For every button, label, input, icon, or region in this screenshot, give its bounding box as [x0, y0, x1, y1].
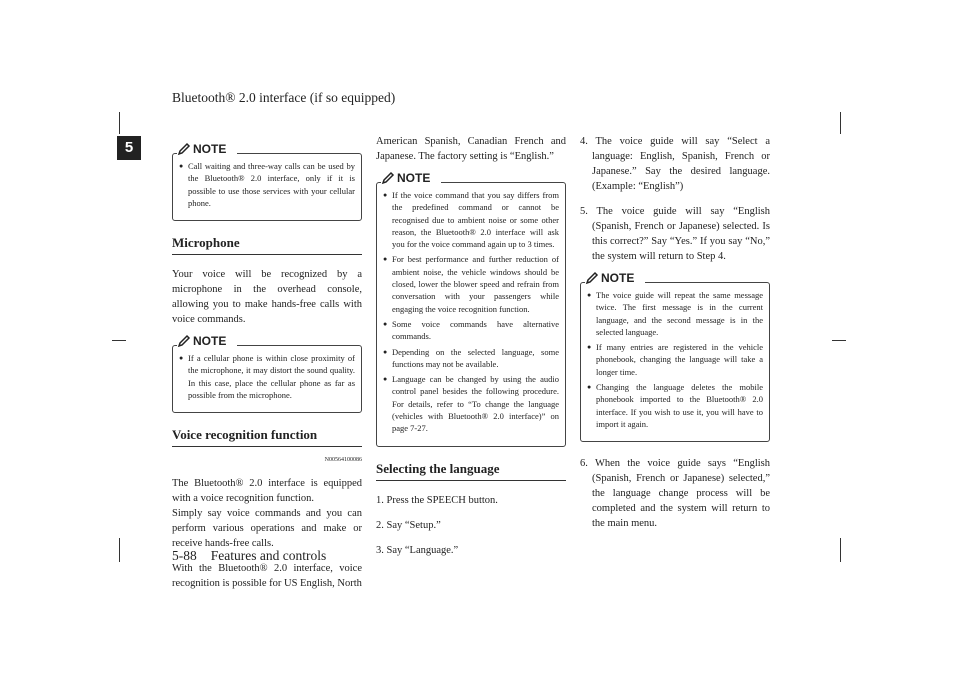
- crop-mark: [112, 340, 126, 341]
- note-header: [585, 271, 645, 285]
- paragraph: Your voice will be recognized by a microphone in the overhead console, allowing you to make hands-free calls with voice commands.: [172, 269, 362, 326]
- note-item: ● Call waiting and three-way calls can be used by the Bluetooth® 2.0 interface, only if it is possible to use those services with your cellular phone.: [179, 160, 355, 209]
- note-item: ● Some voice commands have alternative commands.: [383, 318, 559, 343]
- note-item: ● Depending on the selected language, some functions may not be available.: [383, 346, 559, 371]
- note-header: [177, 142, 237, 156]
- note-item: ● If many entries are registered in the vehicle phonebook, changing the language will take a longer time.: [587, 341, 763, 378]
- paragraph: [172, 476, 362, 551]
- note-item: ● If a cellular phone is within close proximity of the microphone, it may distort the sound quality. In this case, place the cellular phone as far as possible from the microphone.: [179, 352, 355, 401]
- crop-mark: [119, 112, 120, 134]
- note-label: NOTE: [193, 334, 227, 349]
- page-number: 5-88: [172, 548, 197, 563]
- step-item: 5. The voice guide will say “English (Spanish, French or Japanese) selected. Is this correct?” Say “Yes.” If you say “No,” the system will return to Step 4.: [580, 206, 770, 262]
- note-box: [580, 270, 770, 442]
- page-header: Bluetooth® 2.0 interface (if so equipped): [172, 90, 396, 105]
- note-box: [172, 334, 362, 413]
- step-item: 1. Press the SPEECH button.: [376, 494, 498, 506]
- note-item: ● Language can be changed by using the audio control panel besides the following procedure. For details, refer to “To change the language (vehicles with Bluetooth® 2.0 interface)” on page 7-27.: [383, 373, 559, 434]
- pencil-icon: [381, 171, 395, 185]
- step-item: 3. Say “Language.”: [376, 544, 459, 556]
- section-heading: Voice recognition function: [172, 427, 362, 447]
- note-label: NOTE: [193, 141, 227, 156]
- column-3: [580, 134, 770, 541]
- footer-section: Features and controls: [210, 548, 327, 563]
- crop-mark: [840, 538, 841, 562]
- column-2: [376, 134, 566, 568]
- paragraph: With the Bluetooth® 2.0 interface, voice recognition is possible for US English, North: [172, 563, 362, 590]
- pencil-icon: [177, 142, 191, 156]
- paragraph-text: The Bluetooth® 2.0 interface is equipped with a voice recognition function.: [172, 478, 362, 505]
- note-box: [376, 170, 566, 447]
- crop-mark: [840, 112, 841, 134]
- section-heading: Microphone: [172, 235, 362, 255]
- note-label: NOTE: [601, 270, 635, 285]
- note-box: [172, 141, 362, 221]
- note-header: [381, 171, 441, 185]
- note-item: ● Changing the language deletes the mobile phonebook imported to the Bluetooth® 2.0 interface. If you wish to use it, you will have to import it again.: [587, 381, 763, 430]
- note-header: [177, 334, 237, 348]
- note-item: ● If the voice command that you say differs from the predefined command or cannot be recognised due to ambient noise or some other reason, the Bluetooth® 2.0 interface will ask you for the voice command again up to 3 times.: [383, 189, 559, 250]
- crop-mark: [832, 340, 846, 341]
- step-item: 6. When the voice guide says “English (Spanish, French or Japanese) selected,” the language change process will be completed and the system will return to the main menu.: [580, 458, 770, 530]
- paragraph-text: Simply say voice commands and you can perform various operations and make or receive hands-free calls.: [172, 508, 362, 550]
- reference-code: N00564100086: [324, 457, 362, 464]
- note-item: ● For best performance and further reduction of ambient noise, the vehicle windows should be closed, lower the blower speed and refrain from conversation with your passengers while engaging the voice recognition function.: [383, 253, 559, 314]
- section-heading: Selecting the language: [376, 461, 566, 481]
- note-item: ● The voice guide will repeat the same message twice. The first message is in the current language, and the second message is in the selected language.: [587, 289, 763, 338]
- chapter-tab: 5: [117, 136, 141, 160]
- column-1: [172, 141, 362, 601]
- paragraph: American Spanish, Canadian French and Japanese. The factory setting is “English.”: [376, 136, 566, 162]
- crop-mark: [119, 538, 120, 562]
- pencil-icon: [177, 334, 191, 348]
- step-item: 4. The voice guide will say “Select a language: English, Spanish, French or Japanese.” Say the desired language. (Example: “English”): [580, 136, 770, 192]
- step-item: 2. Say “Setup.”: [376, 519, 441, 531]
- note-label: NOTE: [397, 170, 431, 185]
- pencil-icon: [585, 271, 599, 285]
